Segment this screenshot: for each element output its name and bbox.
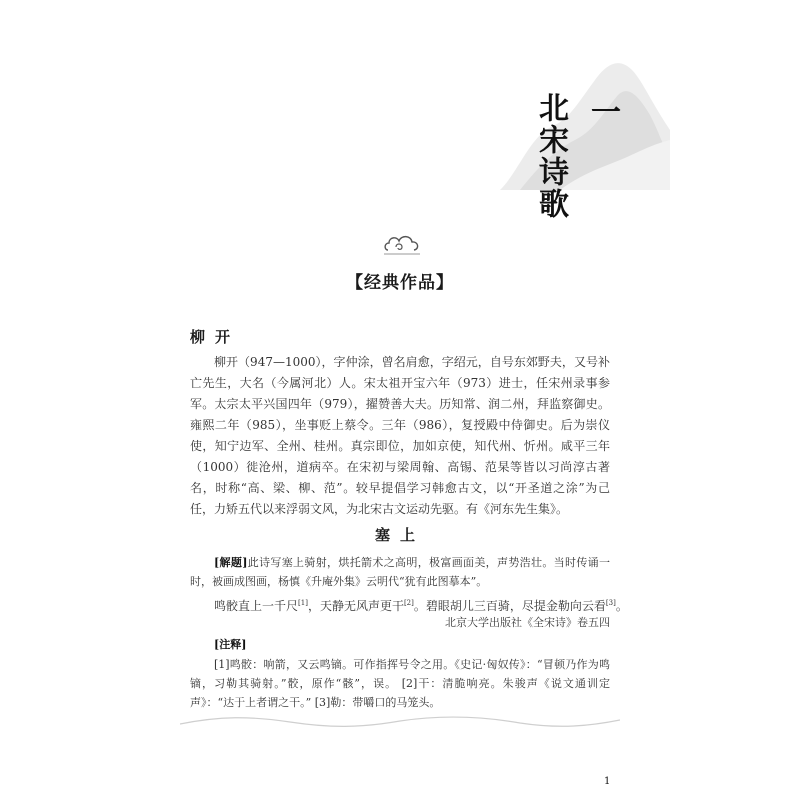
note-marker[interactable]: [1] (298, 599, 308, 607)
chapter-number: 一 (585, 96, 620, 128)
wave-divider (180, 712, 620, 732)
poem-introduction (190, 553, 610, 591)
page-number: 1 (604, 776, 611, 787)
poem-segment: ，天静无风声更干 (307, 599, 404, 613)
poem-title: 塞上 (374, 526, 425, 544)
poem-text (190, 594, 628, 616)
notes-text: [1]鸣骹：响箭，又云鸣镝。可作指挥号令之用。《史记·匈奴传》：“冒顿乃作为鸣镝，习勒其骑射。”骹，原作“骸”，误。 [2]干：清脆响亮。朱骏声《说文通训定声》：“达于上者谓之干。” [3]勒：带嚼口的马笼头。 (190, 658, 610, 709)
author-name: 柳开 (190, 328, 241, 346)
note-marker[interactable]: [3] (605, 599, 616, 607)
section-heading: 【经典作品】 (346, 273, 454, 293)
introduction-label: [解题] (214, 556, 248, 569)
poem-segment: 鸣骹直上一千尺 (214, 599, 299, 613)
cloud-icon (382, 230, 422, 260)
author-bio: 柳开（947—1000），字仲涂，曾名肩愈，字绍元，自号东郊野夫，又号补亡先生，大名（今属河北）人。宋太祖开宝六年（973）进士，任宋州录事参军。太宗太平兴国四年（979），擢赞善大夫。历知常、润二州，拜监察御史。雍熙二年（985），坐事贬上蔡令。三年（986），复授殿中侍御史。后为崇仪使，知宁边军、全州、桂州。真宗即位，加如京使，知代州、忻州。咸平三年（1000）徙沧州，道病卒。在宋初与梁周翰、高锡、范杲等皆以习尚淳古著名，时称“高、梁、柳、范”。较早提倡学习韩愈古文，以“开圣道之涂”为己任，力矫五代以来浮弱文风，为北宋古文运动先驱。有《河东先生集》。 (190, 355, 610, 516)
poem-segment: 。 (615, 599, 628, 613)
notes-label: [注释] (214, 638, 247, 651)
note-marker[interactable]: [2] (403, 599, 414, 607)
poem-source: 北京大学出版社《全宋诗》卷五四 (445, 616, 610, 629)
chapter-title: 北宋诗歌 (533, 92, 568, 220)
poem-segment: 。碧眼胡儿三百骑，尽提金勒向云看 (413, 599, 606, 613)
introduction-text: 此诗写塞上骑射，烘托箭术之高明，极富画面美，声势浩壮。当时传诵一时，被画成图画，杨慎《升庵外集》云明代“犹有此图摹本”。 (190, 556, 610, 588)
